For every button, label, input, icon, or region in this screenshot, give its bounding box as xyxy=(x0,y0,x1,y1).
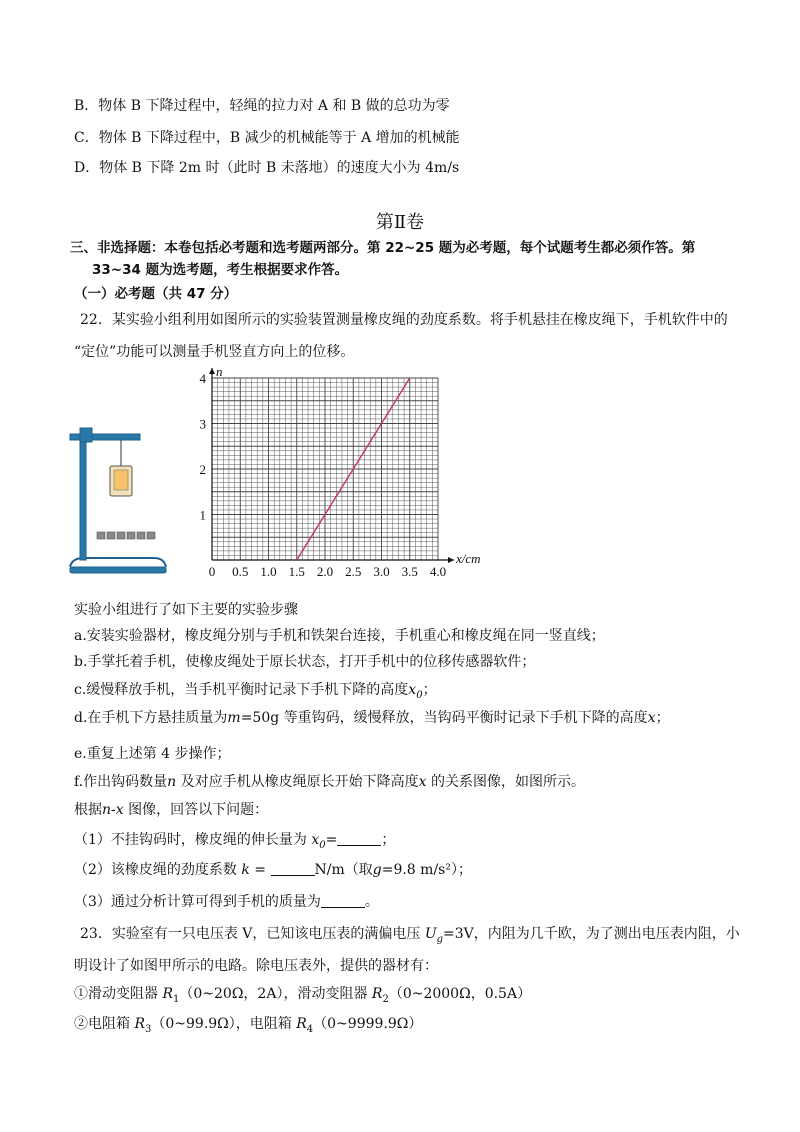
step-a: a.安装实验器材，橡皮绳分别与手机和铁架台连接，手机重心和橡皮绳在同一竖直线； xyxy=(74,628,605,644)
graph-question xyxy=(74,800,268,820)
step-f-n: n xyxy=(167,774,177,790)
step-c xyxy=(74,680,437,706)
part3-sub: （一）必考题（共 47 分） xyxy=(74,286,238,302)
sub3-pre: （3）通过分析计算可得到手机的质量为 xyxy=(74,894,321,910)
sub2-pre: （2）该橡皮绳的劲度系数 xyxy=(74,862,237,878)
section-title: 第Ⅱ卷 xyxy=(375,212,425,233)
x-axis-label: x/cm xyxy=(456,551,481,566)
figure-svg xyxy=(66,362,496,582)
option-c: C．物体 B 下降过程中，B 减少的机械能等于 A 增加的机械能 xyxy=(74,130,460,146)
item1-a: ①滑动变阻器 xyxy=(74,986,158,1002)
item2-b: （0~99.9Ω），电阻箱 xyxy=(151,1016,292,1032)
y-tick-label: 3 xyxy=(199,416,206,432)
x-tick-label: 1.5 xyxy=(288,564,305,579)
x-tick-label: 2.0 xyxy=(316,564,334,579)
x-tick-label: 3.0 xyxy=(373,564,390,579)
step-c-sub: 0 xyxy=(416,689,423,701)
item2-R4sub: 4 xyxy=(306,1023,314,1035)
option-d: D．物体 B 下降 2m 时（此时 B 未落地）的速度大小为 4m/s xyxy=(74,160,460,176)
q23-line2: 明设计了如图甲所示的电路。除电压表外，提供的器材有： xyxy=(74,958,438,974)
y-tick-label: 4 xyxy=(199,371,206,386)
item1-R2: R xyxy=(371,986,383,1002)
sub2-post: =9.8 m/s²）； xyxy=(381,862,472,878)
step-d-x: x xyxy=(647,710,656,726)
step-d-pre: d.在手机下方悬挂质量为 xyxy=(74,710,228,726)
q23-item1 xyxy=(74,984,531,1010)
q22-intro: 实验小组进行了如下主要的实验步骤 xyxy=(74,602,298,618)
sub2-eq: = xyxy=(249,862,271,878)
q23-line1 xyxy=(80,924,740,950)
y-axis-arrow xyxy=(209,368,215,374)
x-tick-label: 4.0 xyxy=(429,564,447,579)
q22-line1: 22．某实验小组利用如图所示的实验装置测量橡皮绳的劲度系数。将手机悬挂在橡皮绳下，手机软件中的 xyxy=(80,312,728,328)
sub-question-2 xyxy=(74,860,472,880)
graph-q-var: n-x xyxy=(102,802,124,818)
step-d-mid: =50g 等重钩码，缓慢释放，当钩码平衡时记录下手机下降的高度 xyxy=(240,710,648,726)
item2-c: （0~9999.9Ω） xyxy=(313,1016,423,1032)
part3-line2: 33~34 题为选考题，考生根据要求作答。 xyxy=(92,262,349,278)
item1-R1sub: 1 xyxy=(173,993,180,1005)
y-tick-label: 1 xyxy=(199,507,206,523)
part3-line1: 三、非选择题：本卷包括必考题和选考题两部分。第 22~25 题为必考题，每个试题考生都必须作答。第 xyxy=(70,240,696,256)
item1-R2sub: 2 xyxy=(382,993,389,1005)
x-tick-label: 3.5 xyxy=(401,564,418,579)
sub1-var: x xyxy=(311,832,320,848)
step-d xyxy=(74,708,670,728)
answer-blank-3[interactable] xyxy=(321,893,365,908)
n-x-chart xyxy=(200,364,481,579)
step-f-x: x xyxy=(418,774,427,790)
sub2-var: k xyxy=(241,862,250,878)
step-f xyxy=(74,772,585,792)
answer-blank-2[interactable] xyxy=(271,861,315,876)
q23-line1-pre: 23．实验室有一只电压表 V，已知该电压表的满偏电压 xyxy=(80,926,421,942)
step-f-pre: f.作出钩码数量 xyxy=(74,774,168,790)
q22-line2: “定位”功能可以测量手机竖直方向上的位移。 xyxy=(74,344,355,360)
x-axis-arrow xyxy=(448,557,454,563)
graph-q-post: 图像，回答以下问题： xyxy=(123,802,269,818)
q23-Usub: g xyxy=(436,933,444,945)
q23-item2 xyxy=(74,1014,422,1040)
step-d-m: m xyxy=(227,710,241,726)
x-tick-label: 0 xyxy=(208,564,216,579)
x-tick-label: 1.0 xyxy=(260,564,277,579)
item2-R3: R xyxy=(134,1016,145,1032)
x-tick-label: 2.5 xyxy=(345,564,362,579)
item1-b: （0~20Ω，2A），滑动变阻器 xyxy=(179,986,368,1002)
sub3-post: 。 xyxy=(364,894,379,910)
y-tick-label: 2 xyxy=(199,462,206,477)
sub-question-1 xyxy=(74,830,395,856)
step-b: b.手掌托着手机，使橡皮绳处于原长状态，打开手机中的位移传感器软件； xyxy=(74,654,536,670)
sub-question-3 xyxy=(74,892,379,912)
sub2-g: g xyxy=(372,862,382,878)
option-b: B．物体 B 下降过程中，轻绳的拉力对 A 和 B 做的总功为零 xyxy=(74,98,450,114)
sub1-post: ； xyxy=(381,832,396,848)
item2-a: ②电阻箱 xyxy=(74,1016,130,1032)
item1-c: （0~2000Ω，0.5A） xyxy=(388,986,532,1002)
step-f-post: 的关系图像，如图所示。 xyxy=(426,774,585,790)
step-e: e.重复上述第 4 步操作； xyxy=(74,746,231,762)
item2-R4: R xyxy=(296,1016,307,1032)
sub1-eq: = xyxy=(325,832,338,848)
sub1-pre: （1）不挂钩码时，橡皮绳的伸长量为 xyxy=(74,832,307,848)
x-tick-label: 0.5 xyxy=(232,564,249,579)
step-c-var: x xyxy=(408,682,417,698)
graph-q-pre: 根据 xyxy=(74,802,102,818)
step-f-mid: 及对应手机从橡皮绳原长开始下降高度 xyxy=(176,774,419,790)
q23-U: U xyxy=(424,926,437,942)
item1-R1: R xyxy=(162,986,173,1002)
step-c-pre: c.缓慢释放手机，当手机平衡时记录下手机下降的高度 xyxy=(74,682,409,698)
sub2-mid: N/m（取 xyxy=(314,862,373,878)
answer-blank-1[interactable] xyxy=(337,831,381,846)
step-c-post: ； xyxy=(422,682,437,698)
y-axis-label: n xyxy=(216,364,223,379)
step-d-post: ； xyxy=(655,710,670,726)
figure xyxy=(66,362,496,586)
sub1-sub: 0 xyxy=(319,839,326,851)
apparatus-illustration xyxy=(70,428,166,573)
item2-R3sub: 3 xyxy=(145,1023,152,1035)
q23-line1-post: =3V，内阻为几千欧，为了测出电压表内阻，小 xyxy=(443,926,740,942)
